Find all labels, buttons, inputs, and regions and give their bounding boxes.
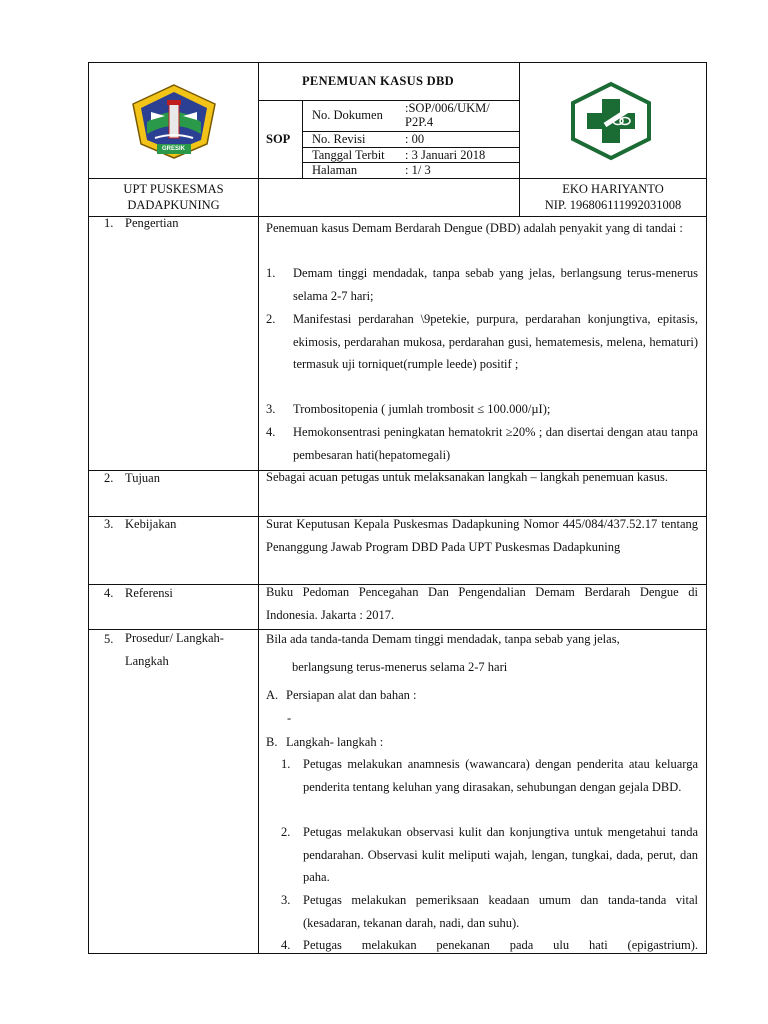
sub-b-label: B. bbox=[266, 735, 278, 749]
prosedur-intro-cont: berlangsung terus-menerus selama 2-7 hari bbox=[292, 660, 508, 674]
no-dokumen-value: :SOP/006/UKM/ P2P.4 bbox=[405, 101, 490, 129]
referensi-text: Buku Pedoman Pencegahan Dan Pengendalian Demam Berdarah Dengue di Indonesia. Jakarta : 2017. bbox=[266, 585, 698, 622]
step-number: 4. bbox=[281, 938, 291, 952]
section-label-pengertian: Pengertian bbox=[125, 216, 179, 230]
no-dokumen-label: No. Dokumen bbox=[312, 108, 383, 122]
list-item: Trombositopenia ( jumlah trombosit ≤ 100.000/µI); bbox=[293, 402, 551, 416]
list-item: Manifestasi perdarahan \9petekie, purpura, perdarahan konjungtiva, epitasis, ekimosis, perdarahan mukosa, perdarahan gusi, hematemesis, melena, hematuri) termasuk uji torniquet(rumple leede) positif ; bbox=[293, 312, 698, 371]
no-revisi-value: : 00 bbox=[405, 132, 425, 146]
step-item: Petugas melakukan observasi kulit dan konjungtiva untuk mengetahui tanda pendarahan. Observasi kulit meliputi wajah, lengan, tungkai, dada, perut, dan paha. bbox=[303, 825, 698, 884]
gresik-logo bbox=[129, 82, 219, 160]
step-number: 2. bbox=[281, 825, 291, 839]
sop-label: SOP bbox=[266, 132, 291, 146]
tanggal-terbit-label: Tanggal Terbit bbox=[312, 148, 385, 162]
sub-a-label: A. bbox=[266, 688, 279, 702]
list-number: 2. bbox=[266, 312, 276, 326]
tanggal-terbit-value: : 3 Januari 2018 bbox=[405, 148, 486, 162]
signer-nip: NIP. 196806111992031008 bbox=[544, 198, 682, 212]
signer-name: EKO HARIYANTO bbox=[562, 182, 664, 196]
step-item: Petugas melakukan anamnesis (wawancara) dengan penderita atau keluarga penderita tentang keluhan yang dirasakan, sehubungan dengan gejala DBD. bbox=[303, 757, 698, 794]
no-revisi-label: No. Revisi bbox=[312, 132, 366, 146]
tujuan-text: Sebagai acuan petugas untuk melaksanakan langkah – langkah penemuan kasus. bbox=[266, 470, 668, 484]
section-label-tujuan: Tujuan bbox=[125, 471, 160, 485]
step-item: Petugas melakukan pemeriksaan keadaan umum dan tanda-tanda vital (kesadaran, tekanan darah, nadi, dan suhu). bbox=[303, 893, 698, 930]
step-number: 1. bbox=[281, 757, 291, 771]
sub-b-text: Langkah- langkah : bbox=[286, 735, 384, 749]
org-name: UPT PUSKESMAS DADAPKUNING bbox=[123, 182, 224, 212]
kebijakan-text: Surat Keputusan Kepala Puskesmas Dadapkuning Nomor 445/084/437.52.17 tentang Penanggung Jawab Program DBD Pada UPT Puskesmas Dadapkuning bbox=[266, 517, 698, 554]
list-number: 3. bbox=[266, 402, 276, 416]
document-title: PENEMUAN KASUS DBD bbox=[302, 74, 454, 88]
list-number: 4. bbox=[266, 425, 276, 439]
section-number: 2. bbox=[104, 471, 114, 485]
section-number: 5. bbox=[104, 632, 114, 646]
prosedur-intro: Bila ada tanda-tanda Demam tinggi mendadak, tanpa sebab yang jelas, bbox=[266, 632, 620, 646]
halaman-label: Halaman bbox=[312, 163, 358, 177]
step-item: Petugas melakukan penekanan pada ulu hati (epigastrium). bbox=[303, 938, 698, 952]
step-number: 3. bbox=[281, 893, 291, 907]
section-number: 4. bbox=[104, 586, 114, 600]
logo-caption: GRESIK bbox=[162, 146, 186, 152]
section-number: 3. bbox=[104, 517, 114, 531]
section-label-prosedur: Prosedur/ Langkah- Langkah bbox=[125, 631, 224, 668]
halaman-value: : 1/ 3 bbox=[405, 163, 431, 177]
sub-a-text: Persiapan alat dan bahan : bbox=[286, 688, 417, 702]
list-item: Hemokonsentrasi peningkatan hematokrit ≥20% ; dan disertai dengan atau tanpa pembesaran hati(hepatomegali) bbox=[293, 425, 698, 462]
section-label-referensi: Referensi bbox=[125, 586, 173, 600]
section-number: 1. bbox=[104, 216, 114, 230]
pengertian-intro: Penemuan kasus Demam Berdarah Dengue (DBD) adalah penyakit yang di tandai : bbox=[266, 221, 683, 235]
puskesmas-logo bbox=[569, 81, 653, 161]
section-label-kebijakan: Kebijakan bbox=[125, 517, 177, 531]
list-number: 1. bbox=[266, 266, 276, 280]
list-item: Demam tinggi mendadak, tanpa sebab yang jelas, berlangsung terus-menerus selama 2-7 hari; bbox=[293, 266, 698, 303]
sub-a-dash: - bbox=[287, 711, 292, 725]
